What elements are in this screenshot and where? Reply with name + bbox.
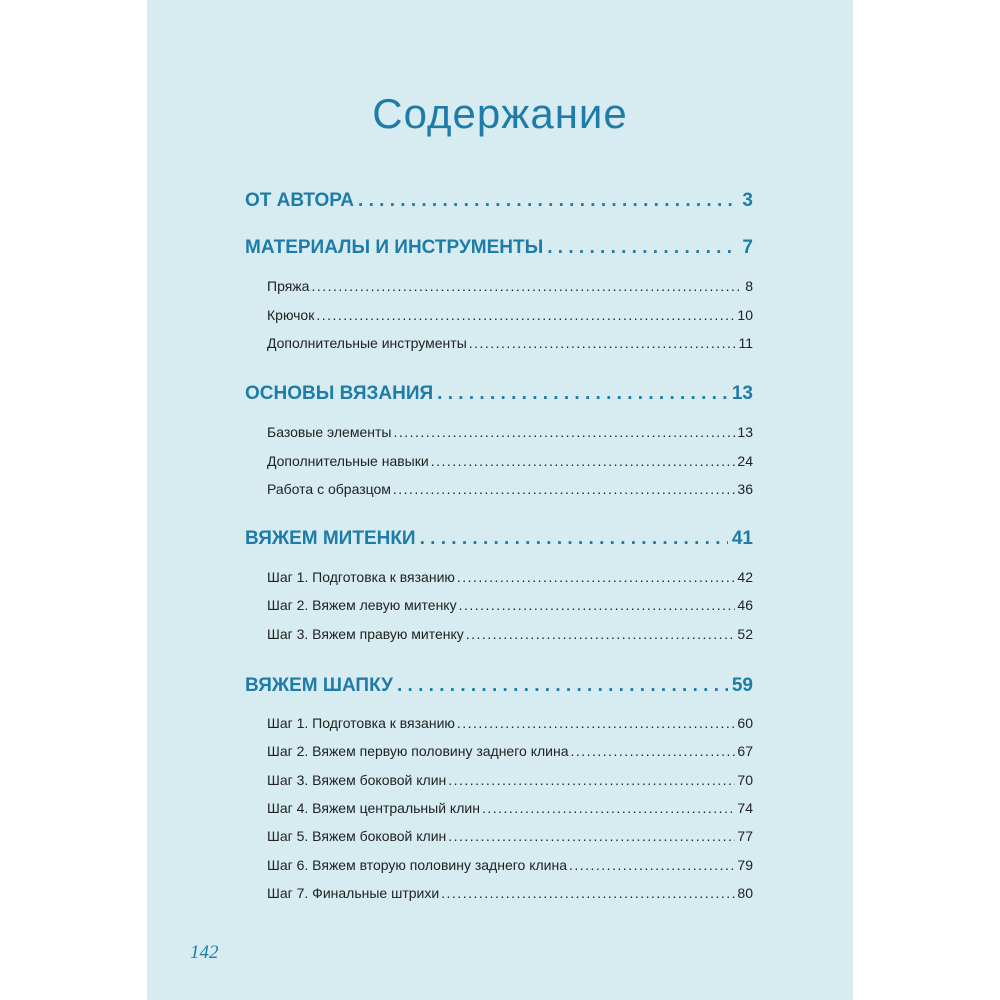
toc-item[interactable] bbox=[267, 715, 753, 731]
dot-leader bbox=[358, 190, 738, 212]
item-page: 80 bbox=[737, 885, 753, 901]
section-page: 59 bbox=[731, 675, 753, 696]
dot-leader bbox=[448, 772, 735, 788]
dot-leader bbox=[431, 453, 736, 469]
page-number: 142 bbox=[190, 942, 219, 963]
toc-item[interactable] bbox=[267, 424, 753, 440]
dot-leader bbox=[420, 528, 728, 550]
item-title: Базовые элементы bbox=[267, 424, 392, 440]
toc-item[interactable] bbox=[267, 743, 753, 759]
toc-item[interactable] bbox=[267, 800, 753, 816]
dot-leader bbox=[393, 481, 736, 497]
item-title: Шаг 6. Вяжем вторую половину заднего клина bbox=[267, 857, 568, 873]
dot-leader bbox=[466, 626, 736, 642]
dot-leader bbox=[441, 885, 735, 901]
toc-section[interactable] bbox=[245, 675, 753, 697]
item-page: 70 bbox=[737, 772, 753, 788]
toc-item[interactable] bbox=[267, 772, 753, 788]
item-page: 52 bbox=[737, 626, 753, 642]
toc-item[interactable] bbox=[267, 885, 753, 901]
item-title: Дополнительные инструменты bbox=[267, 335, 467, 351]
item-title: Пряжа bbox=[267, 278, 310, 294]
dot-leader bbox=[393, 424, 735, 440]
toc-item[interactable] bbox=[267, 857, 753, 873]
item-title: Шаг 3. Вяжем боковой клин bbox=[267, 772, 447, 788]
dot-leader bbox=[571, 743, 736, 759]
toc-item[interactable] bbox=[267, 335, 753, 351]
item-page: 8 bbox=[745, 278, 753, 294]
toc-item[interactable] bbox=[267, 597, 753, 613]
item-page: 77 bbox=[737, 828, 753, 844]
dot-leader bbox=[482, 800, 735, 816]
item-title: Шаг 4. Вяжем центральный клин bbox=[267, 800, 480, 816]
item-title: Работа с образцом bbox=[267, 481, 391, 497]
item-page: 42 bbox=[737, 569, 753, 585]
section-page: 41 bbox=[731, 528, 753, 549]
toc-section[interactable] bbox=[245, 383, 753, 405]
dot-leader bbox=[459, 597, 736, 613]
toc-item[interactable] bbox=[267, 307, 753, 323]
item-title: Шаг 2. Вяжем левую митенку bbox=[267, 597, 457, 613]
item-title: Шаг 3. Вяжем правую митенку bbox=[267, 626, 464, 642]
toc-item[interactable] bbox=[267, 481, 753, 497]
toc-section[interactable] bbox=[245, 190, 753, 212]
toc-section[interactable] bbox=[245, 528, 753, 550]
toc-section[interactable] bbox=[245, 237, 753, 259]
section-page: 13 bbox=[731, 383, 753, 404]
dot-leader bbox=[569, 857, 735, 873]
item-title: Дополнительные навыки bbox=[267, 453, 429, 469]
item-page: 11 bbox=[738, 335, 753, 351]
section-title: МАТЕРИАЛЫ И ИНСТРУМЕНТЫ bbox=[245, 237, 544, 258]
section-title: ВЯЖЕМ МИТЕНКИ bbox=[245, 528, 416, 549]
item-page: 46 bbox=[737, 597, 753, 613]
section-page: 7 bbox=[742, 237, 753, 258]
item-page: 79 bbox=[737, 857, 753, 873]
dot-leader bbox=[311, 278, 743, 294]
toc-item[interactable] bbox=[267, 453, 753, 469]
toc-item[interactable] bbox=[267, 569, 753, 585]
item-page: 24 bbox=[737, 453, 753, 469]
item-page: 74 bbox=[737, 800, 753, 816]
item-title: Крючок bbox=[267, 307, 315, 323]
item-title: Шаг 5. Вяжем боковой клин bbox=[267, 828, 447, 844]
dot-leader bbox=[457, 715, 736, 731]
dot-leader bbox=[457, 569, 736, 585]
toc-item[interactable] bbox=[267, 278, 753, 294]
item-title: Шаг 1. Подготовка к вязанию bbox=[267, 715, 455, 731]
item-page: 60 bbox=[737, 715, 753, 731]
dot-leader bbox=[437, 383, 728, 405]
item-title: Шаг 1. Подготовка к вязанию bbox=[267, 569, 455, 585]
section-page: 3 bbox=[742, 190, 753, 211]
book-page bbox=[147, 0, 853, 1000]
toc-item[interactable] bbox=[267, 828, 753, 844]
item-page: 36 bbox=[737, 481, 753, 497]
dot-leader bbox=[547, 237, 738, 259]
toc-item[interactable] bbox=[267, 626, 753, 642]
dot-leader bbox=[448, 828, 735, 844]
item-page: 67 bbox=[737, 743, 753, 759]
item-page: 13 bbox=[737, 424, 753, 440]
item-title: Шаг 7. Финальные штрихи bbox=[267, 885, 440, 901]
dot-leader bbox=[469, 335, 737, 351]
item-page: 10 bbox=[737, 307, 753, 323]
item-title: Шаг 2. Вяжем первую половину заднего клина bbox=[267, 743, 569, 759]
dot-leader bbox=[397, 675, 728, 697]
section-title: ОТ АВТОРА bbox=[245, 190, 355, 211]
dot-leader bbox=[316, 307, 735, 323]
section-title: ВЯЖЕМ ШАПКУ bbox=[245, 675, 393, 696]
page-title: Содержание bbox=[372, 90, 628, 137]
section-title: ОСНОВЫ ВЯЗАНИЯ bbox=[245, 383, 434, 404]
